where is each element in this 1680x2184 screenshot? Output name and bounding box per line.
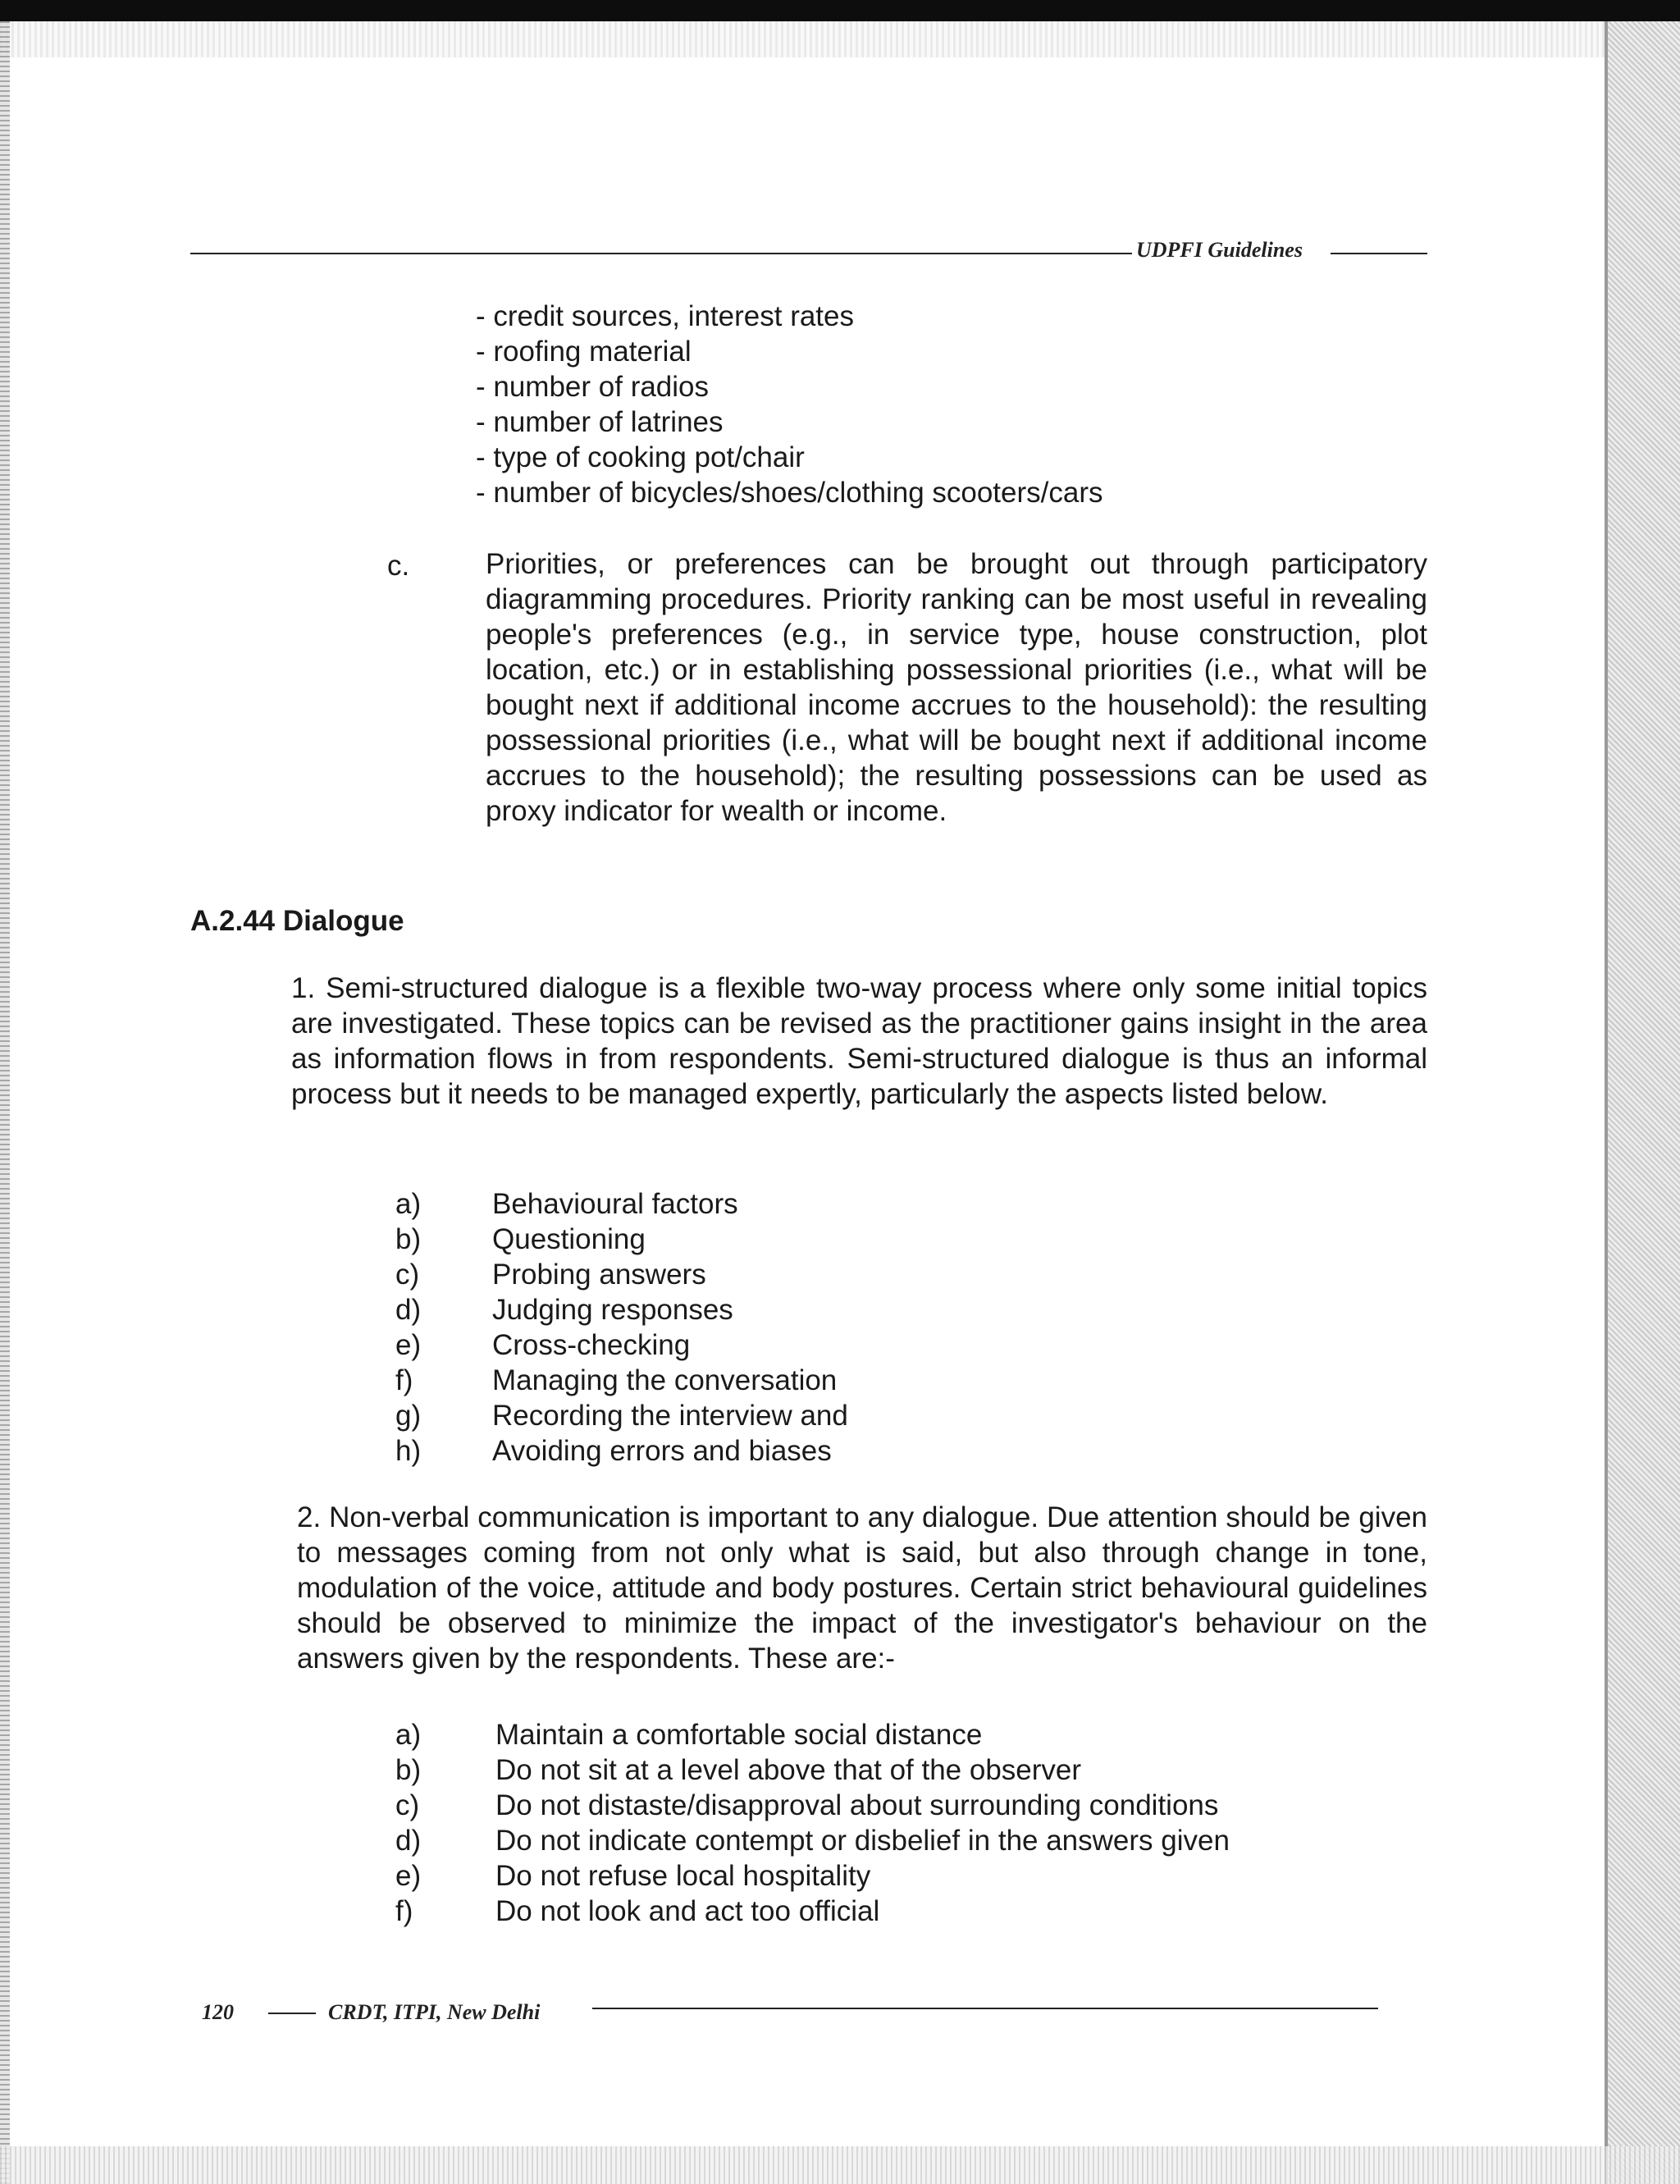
list-item: Do not sit at a level above that of the observer <box>495 1754 1082 1786</box>
list-item-label: a) <box>395 1719 422 1751</box>
list-item-label: f) <box>395 1364 413 1396</box>
list-item: Managing the conversation <box>492 1364 838 1396</box>
list-item: Avoiding errors and biases <box>492 1435 832 1467</box>
list-item: Recording the interview and <box>492 1400 848 1432</box>
footer-publisher: CRDT, ITPI, New Delhi <box>328 2000 541 2024</box>
footer-rule-long <box>592 2008 1378 2009</box>
bullet-item: - number of latrines <box>476 406 724 438</box>
list-item: Questioning <box>492 1223 646 1255</box>
list-item-label: e) <box>395 1860 422 1892</box>
paragraph-2: 2. Non-verbal communication is important to any dialogue. Due attention should be given to messages coming from not only what is said, but also through change in tone, modulation of the voice, attitude and body postures. Certain strict behavioural guidelines should be observed to minimize the impact of the investigator's behaviour on the answers given by the respondents. These are:- <box>297 1501 1427 1675</box>
list-item: Judging responses <box>492 1294 733 1326</box>
footer-rule-short <box>268 2013 316 2014</box>
bullet-item: - number of bicycles/shoes/clothing scooters/cars <box>476 477 1103 509</box>
list-item: Do not look and act too official <box>495 1895 880 1927</box>
section-heading: A.2.44 Dialogue <box>190 905 404 937</box>
list-item-label: c) <box>395 1789 420 1821</box>
list-item-label: h) <box>395 1435 422 1467</box>
scan-page-edge <box>1605 21 1608 2184</box>
list-item-label: d) <box>395 1825 422 1857</box>
list-item-label: a) <box>395 1188 422 1220</box>
header-rule-left <box>190 253 1132 254</box>
scan-left-border <box>0 21 10 2184</box>
list-item: Probing answers <box>492 1259 706 1291</box>
list-item-label: b) <box>395 1754 422 1786</box>
item-c-label: c. <box>387 550 410 582</box>
list-item-label: e) <box>395 1329 422 1361</box>
list-item-label: f) <box>395 1895 413 1927</box>
list-item: Do not distaste/disapproval about surrounding conditions <box>495 1789 1219 1821</box>
page-number: 120 <box>202 2000 234 2024</box>
bullet-item: - roofing material <box>476 336 692 368</box>
list-item-label: g) <box>395 1400 422 1432</box>
header-rule-right <box>1331 253 1427 254</box>
bullet-item: - number of radios <box>476 371 710 403</box>
list-item-label: d) <box>395 1294 422 1326</box>
running-header-title: UDPFI Guidelines <box>1136 238 1303 262</box>
list-item: Maintain a comfortable social distance <box>495 1719 983 1751</box>
bullet-item: - credit sources, interest rates <box>476 300 854 332</box>
list-item: Do not indicate contempt or disbelief in the answers given <box>495 1825 1230 1857</box>
paragraph-1: 1. Semi-structured dialogue is a flexible two-way process where only some initial topics are investigated. These topics can be revised as the practitioner gains insight in the area as information flows in from respondents. Semi-structured dialogue is thus an informal process but it needs to be managed expertly, particularly the aspects listed below. <box>291 972 1427 1110</box>
list-item: Cross-checking <box>492 1329 691 1361</box>
item-c-paragraph: Priorities, or preferences can be brought out through participatory diagramming procedures. Priority ranking can be most useful in revealing people's preferences (e.g., in service type, house construction, plot location, etc.) or in establishing possessional priorities (i.e., what will be bought next if additional income accrues to the household): the resulting possessional priorities (i.e., what will be bought next if additional income accrues to the household); the resulting possessions can be used as proxy indicator for wealth or income. <box>486 548 1427 827</box>
scan-top-border <box>0 0 1680 21</box>
scan-top-noise <box>0 21 1680 57</box>
list-item: Do not refuse local hospitality <box>495 1860 871 1892</box>
scan-bottom-border <box>0 2146 1680 2184</box>
scan-right-border <box>1606 21 1680 2184</box>
bullet-item: - type of cooking pot/chair <box>476 441 805 473</box>
list-item-label: c) <box>395 1259 420 1291</box>
list-item-label: b) <box>395 1223 422 1255</box>
list-item: Behavioural factors <box>492 1188 738 1220</box>
